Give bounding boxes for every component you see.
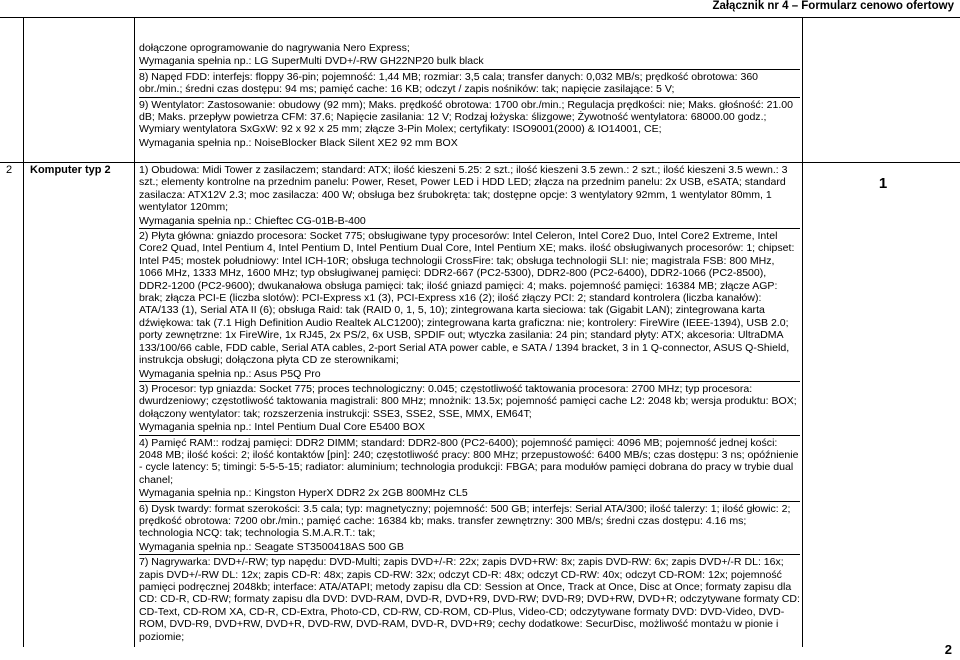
cell-name: [24, 163, 135, 648]
cell-quantity: [803, 163, 960, 648]
cell-quantity-empty: [803, 18, 960, 163]
spec-requirement-line: Wymagania spełnia np.: LG SuperMulti DVD+/-RW GH22NP20 bulk black: [139, 55, 484, 68]
spec-requirement-line: Wymagania spełnia np.: Intel Pentium Dual Core E5400 BOX: [139, 421, 425, 434]
spec-line-fdd: 8) Napęd FDD: interfejs: floppy 36-pin; pojemność: 1,44 MB; rozmiar: 3,5 cala; transfer danych: 0,032 MB/s; prędkość obrotowa: 360 obr./min.; średni czas dostępu: 94 ms; pamięć cache: 16 KB; odczyt / zapis nośników: tak; napięcie zasilające: 5 V;: [139, 69, 800, 96]
table-row-computer-type-2: [0, 163, 960, 648]
document-header-title: Załącznik nr 4 – Formularz cenowo ofertowy: [712, 0, 954, 12]
quantity-value: 1: [878, 175, 888, 192]
spec-requirement-line: Wymagania spełnia np.: NoiseBlocker Black Silent XE2 92 mm BOX: [139, 136, 458, 149]
spec-requirement-line: Wymagania spełnia np.: Asus P5Q Pro: [139, 367, 321, 380]
product-name: Komputer typ 2: [30, 164, 111, 176]
row-number: 2: [6, 164, 13, 176]
cell-name-empty: [24, 18, 135, 163]
cell-description-previous: [135, 18, 803, 163]
spec-requirement-line: Wymagania spełnia np.: Seagate ST3500418AS 500 GB: [139, 540, 404, 553]
price-form-table: [0, 17, 960, 645]
spec-line-cpu: 3) Procesor: typ gniazda: Socket 775; proces technologiczny: 0.045; częstotliwość taktowania procesora: 2700 MHz; typ procesora: dwurdzeniowy; częstotliwość taktowania magistrali: 800 MHz; mnożnik: 13.5x; pojemność pamięci cache L2: 2048 kb; wersja produktu: BOX; dołączony wentylator: tak; rozszerzenia instrukcji: SSE3, SSE2, SSE, MMX, EM64T;: [139, 381, 800, 420]
page-number: 2: [944, 642, 952, 657]
table-row-previous: [0, 18, 960, 163]
cell-description: [135, 163, 803, 648]
spec-requirement-line: Wymagania spełnia np.: Chieftec CG-01B-B-400: [139, 214, 366, 227]
spec-requirement-line: Wymagania spełnia np.: Kingston HyperX DDR2 2x 2GB 800MHz CL5: [139, 487, 468, 500]
cell-number-empty: [0, 18, 24, 163]
spec-line-fan: 9) Wentylator: Zastosowanie: obudowy (92 mm); Maks. prędkość obrotowa: 1700 obr./min.; Regulacja prędkości: nie; Maks. głośność: 21.00 dB; Maks. przepływ powietrza CFM: 37.6; Napięcie zasilania: 12 V; Rodzaj łożyska: ślizgowe; Żywotność wentylatora: 68000.00 godz.; Wymiary wentylatora SxGxW: 92 x 92 x 25 mm; złącze 3-Pin Molex; certyfikaty: ISO9001(2000) & IO14001, CE;: [139, 97, 800, 136]
spec-line-case: 1) Obudowa: Midi Tower z zasilaczem; standard: ATX; ilość kieszeni 5.25: 2 szt.; ilość kieszeni 3.5 zewn.: 2 szt.; ilość kieszeni 3.5 wewn.: 3 szt.; elementy kontrolne na przednim panelu: Power, Reset, Power LED i HDD LED; złącza na przednim panelu: 2x USB, eSATA; standard zasilacza: ATX12V 2.3; moc zasilacza: 400 W; obsługa bez śrubokręta: tak; dostępne opcje: 3 wentylatory 92mm, 1 wentylator 80mm, 1 wentylator 120mm;: [139, 164, 788, 214]
spec-line-ram: 4) Pamięć RAM:: rodzaj pamięci: DDR2 DIMM; standard: DDR2-800 (PC2-6400); pojemność pamięci: 4096 MB; pojemność jednej kości: 2048 MB; ilość kości: 2; ilość kontaktów [pin]: 240; częstotliwość pracy: 800 MHz; przepustowość: 6400 MB/s; czas dostępu: 3 ns; opóźnienie - cycle latency: 5; timingi: 5-5-5-15; radiator: aluminium; technologia produkcji: FBGA; para modułów pamięci dobrana do pracy w trybie dual chanel;: [139, 436, 799, 486]
cell-number: [0, 163, 24, 648]
spec-line: dołączone oprogramowanie do nagrywania Nero Express;: [139, 42, 410, 54]
spec-line-hdd: 6) Dysk twardy: format szerokości: 3.5 cala; typ: magnetyczny; pojemność: 500 GB; interfejs: Serial ATA/300; ilość talerzy: 1; ilość głowic: 2; prędkość obrotowa: 7200 obr./min.; pamięć cache: 16384 kb; maks. transfer zewnętrzny: 300 MB/s; średni czas dostępu: 4.16 ms; technologia NCQ: tak; technologia S.M.A.R.T.: tak;: [139, 501, 800, 540]
spec-line-motherboard: 2) Płyta główna: gniazdo procesora: Socket 775; obsługiwane typy procesorów: Intel Celeron, Intel Core2 Duo, Intel Core2 Extreme, Intel Core2 Quad, Intel Pentium 4, Intel Pentium D, Intel Pentium Dual Core, Intel Pentium XE; maks. ilość obsługiwanych procesorów: 1; chipset: Intel P45; mostek południowy: Intel ICH-10R; obsługa technologii CrossFire: tak; obsługa technologii SLI: nie; magistrala FSB: 800 MHz, 1066 MHz, 1333 MHz, 1600 MHz; typ obsługiwanej pamięci: DDR2-667 (PC2-5300), DDR2-800 (PC2-6400), DDR2-1066 (PC2-8500), DDR2-1200 (PC2-9600); dwukanałowa obsługa pamięci: tak; ilość gniazd pamięci: 4; maks. pojemność pamięci: 16384 MB; złącze AGP: brak; złącza PCI-E (liczba slotów): PCI-Express x1 (3), PCI-Express x16 (2); ilość złączy PCI: 2; standard kontrolera (liczba kanałów): ATA/133 (1), Serial ATA II (6); obsługa Raid: tak (RAID 0, 1, 5, 10); zintegrowana karta sieciowa: tak (Gigabit LAN); zintegrowana karta dźwiękowa: tak (7.1 High Definition Audio Realtek ALC1200); zintegrowana karta graficzna: nie; kontrolery: FireWire (IEEE-1394), USB 2.0; porty zewnętrzne: 1x FireWire, 1x RJ45, 2x PS/2, 6x USB, SPDIF out; wtyczka zasilania: 24 pin; standard płyty: ATX; akcesoria: UltraDMA 133/100/66 cable, FDD cable, Serial ATA cables, 2-port Serial ATA power cable, e SATA / 1394 bracket, 3 in 1 Q-connector, ASUS Q-Shield, instrukcja obsługi; dołączona płyta CD ze sterownikami;: [139, 228, 800, 366]
spec-line-dvd: 7) Nagrywarka: DVD+/-RW; typ napędu: DVD-Multi; zapis DVD+/-R: 22x; zapis DVD+RW: 8x; zapis DVD-RW: 6x; zapis DVD+/-R DL: 16x; zapis DVD+/-RW DL: 12x; zapis CD-R: 48x; zapis CD-RW: 32x; odczyt CD-R: 48x; odczyt CD-RW: 40x; odczyt CD-ROM: 12x; pojemność pamięci podręcznej 2048kb; interface: ATA/ATAPI; metody zapisu dla CD: Session at Once, Track at Once, Disc at Once; formaty zapisu dla CD: CD-R, CD-RW; formaty zapisu dla DVD: DVD-RAM, DVD-R, DVD+R9, DVD-RW; DVD-R9; DVD+RW, DVD+R; odczytywane formaty CD: CD-Text, CD-ROM XA, CD-R, CD-Extra, Photo-CD, CD-RW, CD-ROM, CD-Plus, Video-CD; odczytywane formaty DVD: DVD-Video, DVD-ROM, DVD-R9, DVD+RW, DVD+R, DVD-RW, DVD-RAM, DVD-R, DVD+R9; cechy dodatkowe: SecurDisc, możliwość montażu w pionie i poziomie;: [139, 556, 800, 643]
